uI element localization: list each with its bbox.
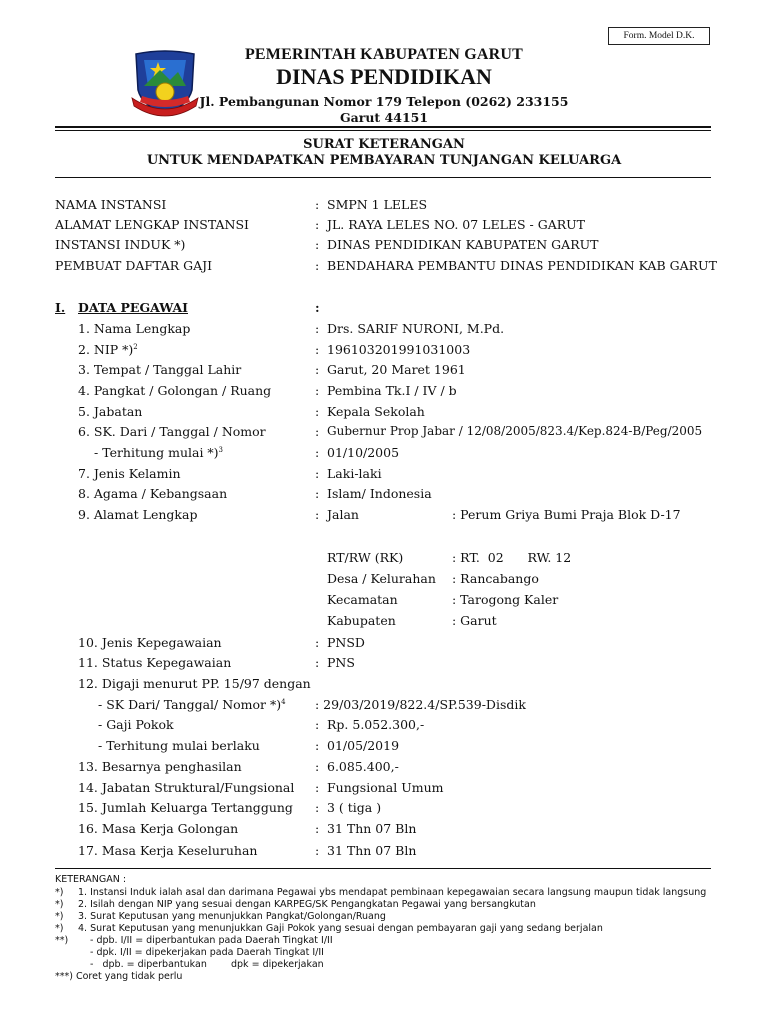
row-jabatan-value: Kepala Sekolah	[327, 404, 425, 419]
kabupaten-label: Kabupaten	[327, 613, 396, 628]
instansi-value-4: BENDAHARA PEMBANTU DINAS PENDIDIKAN KAB GARUT	[327, 258, 717, 273]
row-berlaku-colon: :	[315, 738, 320, 753]
instansi-colon-1: :	[315, 197, 320, 212]
row-ttl-label: 3. Tempat / Tanggal Lahir	[78, 362, 242, 377]
instansi-value-1: SMPN 1 LELES	[327, 197, 428, 212]
note-text-2: 2. Isilah dengan NIP yang sesuai dengan KARPEG/SK Pengangkatan Pegawai yang bersangkutan	[78, 899, 536, 910]
note-text-3: 3. Surat Keputusan yang menunjukkan Pangkat/Golongan/Ruang	[78, 911, 386, 922]
row-status-colon: :	[315, 655, 320, 670]
note-text-6: - dpk. I/II = dipekerjakan pada Daerah Tingkat I/II	[90, 947, 324, 958]
row-terhitung-colon: :	[315, 445, 320, 460]
note-mark-4: *)	[55, 923, 64, 934]
note-mark-1: *)	[55, 887, 64, 898]
row-kelamin-label: 7. Jenis Kelamin	[78, 466, 181, 481]
note-mark-2: *)	[55, 899, 64, 910]
row-nip-colon: :	[315, 342, 320, 357]
row-jabatan-colon: :	[315, 404, 320, 419]
row-sk-label: 6. SK. Dari / Tanggal / Nomor	[78, 424, 266, 439]
row-nama-value: Drs. SARIF NURONI, M.Pd.	[327, 321, 505, 336]
instansi-label-1: NAMA INSTANSI	[55, 197, 167, 212]
row-nip-label-text: 2. NIP *)	[78, 342, 134, 357]
row-ttl-value: Garut, 20 Maret 1961	[327, 362, 466, 377]
row-berlaku-label: - Terhitung mulai berlaku	[98, 738, 260, 753]
instansi-colon-2: :	[315, 217, 320, 232]
row-sk-gaji-sup: 4	[281, 697, 286, 706]
instansi-label-2: ALAMAT LENGKAP INSTANSI	[55, 217, 249, 232]
header-department: DINAS PENDIDIKAN	[276, 64, 492, 89]
row-nama-label: 1. Nama Lengkap	[78, 321, 191, 336]
row-status-value: PNS	[327, 655, 355, 670]
row-kelamin-value: Laki-laki	[327, 466, 382, 481]
row-sk-colon: :	[315, 424, 320, 439]
row-nip-label	[78, 342, 138, 357]
row-penghasilan-value: 6.085.400,-	[327, 759, 399, 774]
row-berlaku-value: 01/05/2019	[327, 738, 400, 753]
row-jenis-kepegawaian-value: PNSD	[327, 635, 365, 650]
section-colon: :	[315, 300, 320, 315]
row-gaji-pokok-value: Rp. 5.052.300,-	[327, 717, 425, 732]
row-jenis-kepegawaian-colon: :	[315, 635, 320, 650]
row-alamat-detail: : Perum Griya Bumi Praja Blok D-17	[452, 507, 681, 522]
note-text-4: 4. Surat Keputusan yang menunjukkan Gaji Pokok yang sesuai dengan pembayaran gaji yang sedang berjalan	[78, 923, 603, 934]
row-masa-golongan-value: 31 Thn 07 Bln	[327, 821, 417, 836]
instansi-colon-3: :	[315, 237, 320, 252]
row-keluarga-value: 3 ( tiga )	[327, 800, 382, 815]
row-pangkat-label: 4. Pangkat / Golongan / Ruang	[78, 383, 272, 398]
title-rule	[55, 177, 711, 178]
row-sk-gaji-value: : 29/03/2019/822.4/SP.539-Disdik	[315, 697, 526, 712]
row-alamat-colon: :	[315, 507, 320, 522]
row-sk-value: Gubernur Prop Jabar / 12/08/2005/823.4/Kep.824-B/Peg/2005	[327, 424, 703, 438]
row-pangkat-value: Pembina Tk.I / IV / b	[327, 383, 457, 398]
section-title: DATA PEGAWAI	[78, 300, 188, 315]
row-jabatan-label: 5. Jabatan	[78, 404, 143, 419]
row-jabatan-fungsional-value: Fungsional Umum	[327, 780, 444, 795]
row-nip-sup: 2	[133, 342, 138, 351]
row-digaji-label: 12. Digaji menurut PP. 15/97 dengan	[78, 676, 311, 691]
desa-label: Desa / Kelurahan	[327, 571, 436, 586]
row-terhitung-label	[94, 445, 223, 460]
row-alamat-label: 9. Alamat Lengkap	[78, 507, 198, 522]
row-jabatan-fungsional-label: 14. Jabatan Struktural/Fungsional	[78, 780, 295, 795]
row-gaji-pokok-colon: :	[315, 717, 320, 732]
instansi-value-2: JL. RAYA LELES NO. 07 LELES - GARUT	[327, 217, 586, 232]
instansi-label-4: PEMBUAT DAFTAR GAJI	[55, 258, 213, 273]
header-rule-thin	[55, 130, 711, 131]
document-title: SURAT KETERANGAN	[303, 137, 465, 152]
instansi-label-3: INSTANSI INDUK *)	[55, 237, 186, 252]
note-mark-3: *)	[55, 911, 64, 922]
row-terhitung-label-text: - Terhitung mulai *)	[94, 445, 219, 460]
header-address-line1: Jl. Pembangunan Nomor 179 Telepon (0262) 233155	[199, 94, 569, 109]
row-masa-keseluruhan-value: 31 Thn 07 Bln	[327, 843, 417, 858]
row-penghasilan-colon: :	[315, 759, 320, 774]
row-keluarga-colon: :	[315, 800, 320, 815]
row-sk-gaji-label	[98, 697, 286, 712]
row-masa-keseluruhan-label: 17. Masa Kerja Keseluruhan	[78, 843, 258, 858]
header-rule-thick	[55, 126, 711, 128]
row-terhitung-value: 01/10/2005	[327, 445, 400, 460]
keterangan-title: KETERANGAN :	[55, 874, 127, 885]
row-sk-gaji-label-text: - SK Dari/ Tanggal/ Nomor *)	[98, 697, 282, 712]
header-address-line2: Garut 44151	[339, 110, 429, 125]
row-agama-colon: :	[315, 486, 320, 501]
note-text-5: - dpb. I/II = diperbantukan pada Daerah Tingkat I/II	[90, 935, 333, 946]
row-gaji-pokok-label: - Gaji Pokok	[98, 717, 174, 732]
row-masa-keseluruhan-colon: :	[315, 843, 320, 858]
row-jenis-kepegawaian-label: 10. Jenis Kepegawaian	[78, 635, 222, 650]
row-penghasilan-label: 13. Besarnya penghasilan	[78, 759, 242, 774]
note-text-7: - dpb. = diperbantukan dpk = dipekerjakan	[90, 959, 324, 970]
keterangan-footer: ***) Coret yang tidak perlu	[55, 971, 183, 982]
row-masa-golongan-colon: :	[315, 821, 320, 836]
desa-value: : Rancabango	[452, 571, 539, 586]
rtrw-value: : RT. 02 RW. 12	[452, 550, 572, 565]
row-masa-golongan-label: 16. Masa Kerja Golongan	[78, 821, 239, 836]
section-number: I.	[55, 300, 66, 315]
header-government: PEMERINTAH KABUPATEN GARUT	[244, 46, 524, 63]
document-subtitle: UNTUK MENDAPATKAN PEMBAYARAN TUNJANGAN KELUARGA	[146, 153, 622, 168]
row-alamat-value: Jalan	[327, 507, 359, 522]
note-mark-5: **)	[55, 935, 69, 946]
row-ttl-colon: :	[315, 362, 320, 377]
row-kelamin-colon: :	[315, 466, 320, 481]
row-jabatan-fungsional-colon: :	[315, 780, 320, 795]
instansi-colon-4: :	[315, 258, 320, 273]
kecamatan-value: : Tarogong Kaler	[452, 592, 559, 607]
row-nama-colon: :	[315, 321, 320, 336]
note-text-1: 1. Instansi Induk ialah asal dan darimana Pegawai ybs mendapat pembinaan kepegawaian secara langsung maupun tidak langsung	[78, 887, 707, 898]
rtrw-label: RT/RW (RK)	[327, 550, 404, 565]
row-agama-value: Islam/ Indonesia	[327, 486, 432, 501]
row-pangkat-colon: :	[315, 383, 320, 398]
row-keluarga-label: 15. Jumlah Keluarga Tertanggung	[78, 800, 293, 815]
instansi-value-3: DINAS PENDIDIKAN KABUPATEN GARUT	[327, 237, 599, 252]
row-nip-value: 196103201991031003	[327, 342, 471, 357]
row-agama-label: 8. Agama / Kebangsaan	[78, 486, 228, 501]
form-model-label: Form. Model D.K.	[608, 27, 710, 45]
kecamatan-label: Kecamatan	[327, 592, 398, 607]
kabupaten-value: : Garut	[452, 613, 497, 628]
row-status-label: 11. Status Kepegawaian	[78, 655, 232, 670]
row-terhitung-sup: 3	[218, 445, 224, 454]
keterangan-rule	[55, 868, 711, 869]
